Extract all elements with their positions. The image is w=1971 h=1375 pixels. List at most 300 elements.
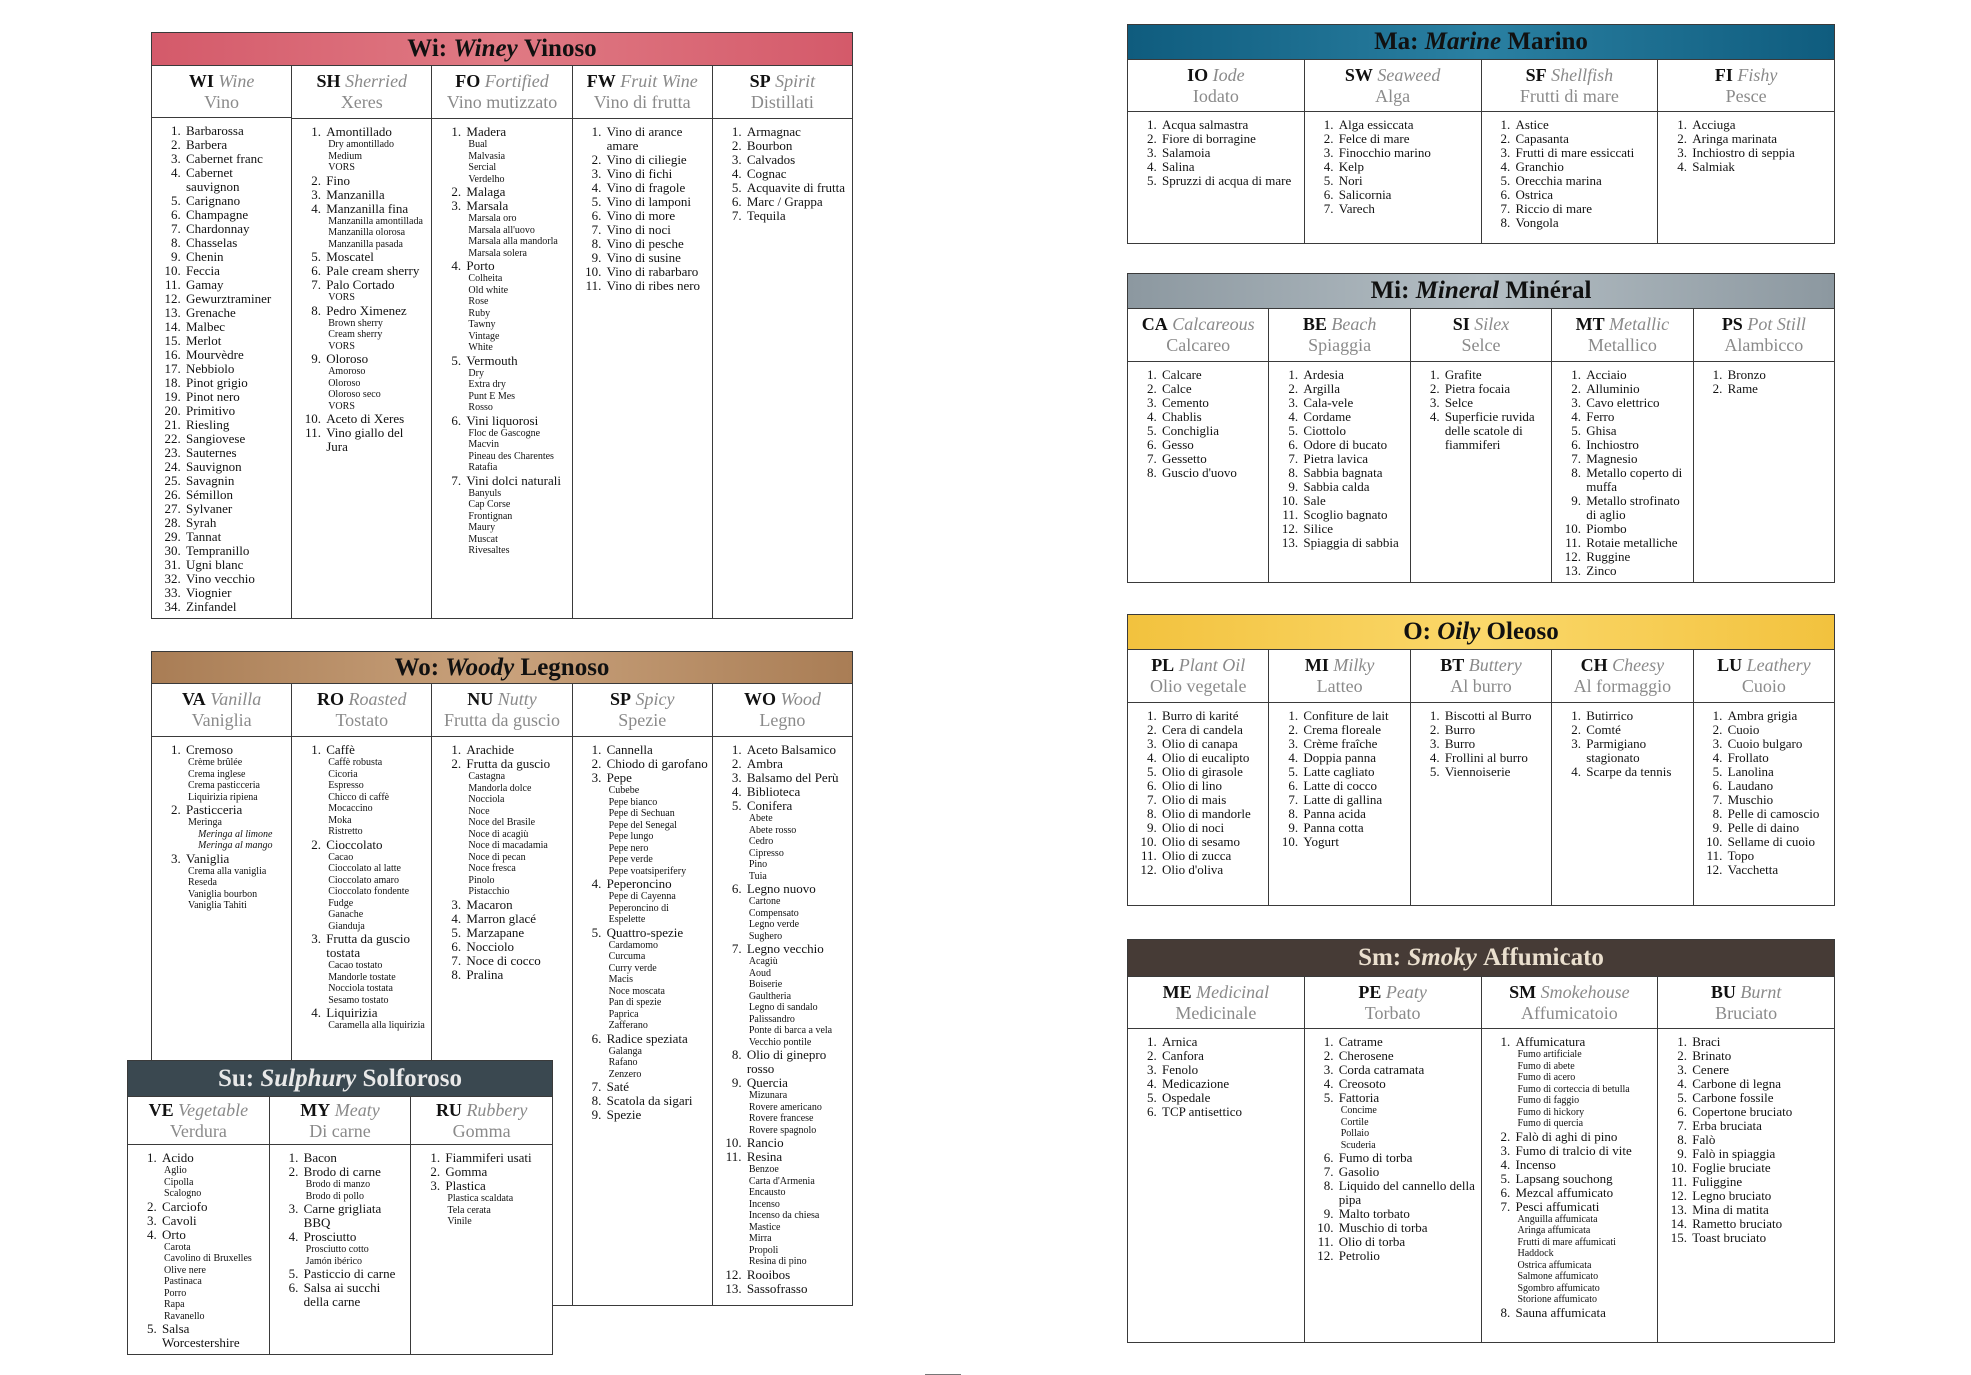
list-item: [1301, 821, 1405, 835]
sub-terms: [162, 1242, 265, 1323]
aroma-term: Pinot grigio: [186, 375, 248, 390]
aroma-term: Affumicatura: [1515, 1034, 1586, 1049]
aroma-term: Vino di susine: [606, 250, 681, 265]
aroma-term: Comté: [1586, 722, 1621, 737]
aroma-term: Marzapane: [466, 924, 525, 940]
aroma-term: Olio di mandorle: [1162, 806, 1251, 821]
aroma-term: Legno nuovo: [746, 881, 816, 896]
list-item: [1160, 849, 1264, 863]
aroma-list: [1658, 1029, 1834, 1249]
list-item: [302, 1165, 407, 1202]
list-item: [1160, 807, 1264, 821]
sub-term: Resina di pino: [748, 1256, 807, 1267]
sub-terms: [466, 213, 567, 259]
sub-term: Pastinaca: [164, 1276, 202, 1287]
aroma-term: Falò: [1692, 1132, 1716, 1147]
sub-term: Colheita: [468, 273, 503, 284]
list-item: [605, 195, 708, 209]
aroma-term: Olio di torba: [1338, 1234, 1406, 1249]
aroma-term: Ugni blanc: [186, 557, 244, 572]
aroma-term: Sémillon: [186, 487, 233, 502]
aroma-list: [432, 119, 571, 561]
aroma-term: Salsa ai succhi della carne: [303, 1280, 381, 1309]
column-header: [1305, 977, 1481, 1029]
list-item: [745, 195, 848, 209]
aroma-term: Conifera: [746, 798, 793, 813]
list-item: [184, 334, 287, 348]
list-item: [464, 259, 567, 354]
aroma-term: Zinco: [1586, 563, 1617, 578]
column-ch: [1551, 650, 1692, 905]
column-abbr: SM: [1509, 981, 1537, 1002]
aroma-term: Cognac: [746, 166, 787, 181]
sub-term: VORS: [328, 400, 355, 412]
list-item: [1584, 466, 1688, 494]
list-item: [1690, 1119, 1830, 1133]
aroma-term: Pesci affumicati: [1515, 1198, 1600, 1214]
aroma-term: Aceto Balsamico: [746, 742, 836, 757]
aroma-term: Capasanta: [1515, 131, 1569, 146]
aroma-term: Pralina: [466, 966, 504, 982]
list-item: [1301, 410, 1405, 424]
list-item: [1160, 438, 1264, 452]
sub-term: Carta d'Armenia: [748, 1175, 815, 1187]
sub-term: Fumo di abete: [1517, 1060, 1575, 1072]
list-item: [302, 1267, 407, 1281]
list-item: [324, 743, 427, 838]
sub-term: Crema inglese: [188, 768, 246, 780]
column-header-english: [432, 71, 571, 92]
sub-term: Pepe nero: [608, 842, 649, 854]
column-header: [713, 66, 852, 119]
list-item: [1584, 410, 1688, 424]
sub-term: Pino: [748, 859, 768, 870]
column-header: [1658, 977, 1834, 1029]
panel-winey: [151, 32, 853, 619]
column-sp: [572, 684, 712, 1305]
column-name: Peaty: [1385, 981, 1427, 1002]
sub-term: Zafferano: [608, 1020, 648, 1031]
sub-term: Cortile: [1340, 1116, 1369, 1128]
column-name-italian: Al formaggio: [1573, 676, 1672, 696]
column-si: [1410, 309, 1551, 582]
aroma-term: Marsala: [466, 198, 509, 213]
list-item: [1726, 382, 1830, 396]
sub-terms: [466, 273, 567, 354]
list-item: [605, 926, 708, 1032]
list-item: [1726, 709, 1830, 723]
list-item: [1160, 723, 1264, 737]
list-item: [1160, 793, 1264, 807]
list-item: [464, 898, 567, 912]
aroma-term: Riesling: [186, 417, 230, 432]
column-header: [573, 684, 712, 737]
list-item: [1337, 1207, 1477, 1221]
aroma-term: Mezcal affumicato: [1515, 1184, 1614, 1200]
sub-term: Ponte di barca a vela: [748, 1025, 833, 1036]
panel-title-code: Ma:: [1374, 28, 1419, 55]
sub-term: Compensato: [748, 907, 799, 919]
aroma-term: Macaron: [466, 896, 513, 912]
panel-title-code: Wi:: [407, 35, 448, 62]
list-item: [745, 125, 848, 139]
aroma-list: [713, 737, 852, 1300]
aroma-term: Creosoto: [1338, 1076, 1386, 1091]
list-item: [184, 474, 287, 488]
list-item: [1160, 751, 1264, 765]
column-name: Beach: [1331, 314, 1377, 334]
panel-title-english: Marine: [1424, 28, 1502, 55]
list-item: [184, 124, 287, 138]
list-item: [605, 251, 708, 265]
aroma-term: Corda catramata: [1338, 1062, 1425, 1077]
list-item: [184, 222, 287, 236]
column-name-italian: Gomma: [452, 1120, 511, 1141]
aroma-list: [1128, 703, 1268, 881]
list-item: [1690, 1105, 1830, 1119]
aroma-term: Mourvèdre: [186, 347, 244, 362]
aroma-term: Ospedale: [1162, 1090, 1211, 1105]
aroma-term: Vino di lamponi: [606, 194, 692, 209]
list-item: [1301, 368, 1405, 382]
list-item: [1160, 118, 1300, 132]
list-item: [1160, 1035, 1300, 1049]
column-abbr: FO: [455, 71, 481, 91]
sub-term: Sercial: [468, 162, 497, 173]
column-abbr: SW: [1344, 64, 1373, 85]
sub-terms: [607, 785, 708, 877]
aroma-term: Cavoli: [162, 1212, 197, 1228]
column-wo: [712, 684, 852, 1305]
sub-term: Cacao tostato: [328, 960, 383, 971]
list-item: [184, 292, 287, 306]
sub-term: Sughero: [748, 930, 783, 942]
panel-sulphury: [127, 1060, 553, 1355]
sub-sub-terms: [186, 829, 287, 852]
list-item: [1301, 382, 1405, 396]
aroma-term: Tequila: [746, 208, 786, 223]
list-item: [1726, 751, 1830, 765]
aroma-term: Muschio di torba: [1338, 1220, 1428, 1235]
aroma-term: Cemento: [1162, 395, 1209, 410]
aroma-term: Scatola da sigari: [606, 1093, 693, 1108]
aroma-term: Olio di sesamo: [1162, 834, 1240, 849]
list-item: [1584, 438, 1688, 452]
column-name: Pot Still: [1747, 314, 1806, 334]
aroma-term: Marron glacé: [466, 910, 537, 926]
aroma-term: Fiore di borragine: [1162, 131, 1256, 146]
list-item: [464, 757, 567, 898]
sub-terms: [445, 1193, 548, 1228]
sub-term: Brodo di manzo: [305, 1179, 371, 1190]
aroma-term: Malaga: [466, 184, 506, 199]
column-abbr: SH: [316, 71, 341, 91]
list-item: [184, 600, 287, 614]
sub-term: Pollaio: [1340, 1128, 1370, 1139]
panel-title-english: Sulphury: [260, 1064, 357, 1092]
aroma-list: [1269, 362, 1409, 554]
sub-terms: [747, 956, 848, 1048]
list-item: [1514, 1144, 1654, 1158]
sub-term: Cioccolato al latte: [328, 863, 401, 874]
panel-columns: [152, 66, 852, 618]
aroma-term: Frutta da guscio tostata: [326, 931, 410, 960]
column-header-english: [1128, 655, 1268, 676]
aroma-term: Olio di ginepro rosso: [746, 1047, 827, 1076]
list-item: [184, 236, 287, 250]
sub-term: Zenzero: [608, 1068, 642, 1080]
aroma-term: Biscotti al Burro: [1444, 708, 1532, 723]
aroma-term: Latte cagliato: [1303, 764, 1375, 779]
column-abbr: FI: [1714, 64, 1733, 85]
column-header-english: [292, 71, 431, 92]
sub-term: Cedro: [748, 836, 774, 847]
list-item: [324, 426, 427, 454]
list-item: [605, 1032, 708, 1081]
panel-title-code: Wo:: [394, 653, 440, 681]
list-item: [1337, 1091, 1477, 1151]
aroma-term: Bronzo: [1727, 367, 1766, 382]
sub-terms: [466, 488, 567, 557]
column-sh: [291, 66, 431, 618]
column-abbr: PL: [1151, 655, 1175, 675]
sub-term: Abete: [748, 813, 773, 824]
list-item: [605, 1094, 708, 1108]
list-item: [1301, 480, 1405, 494]
list-item: [1584, 494, 1688, 522]
sub-term: Anguilla affumicata: [1517, 1213, 1598, 1225]
panel-columns: [1128, 60, 1834, 243]
list-item: [464, 125, 567, 185]
column-header-english: [152, 689, 291, 710]
list-item: [1160, 1091, 1300, 1105]
aroma-term: Gomma: [445, 1164, 488, 1179]
column-header-english: [1658, 982, 1834, 1003]
column-name-italian: Spiaggia: [1308, 335, 1372, 355]
sub-term: Pepe di Sechuan: [608, 808, 675, 819]
list-item: [184, 558, 287, 572]
panel-marine: [1127, 24, 1835, 244]
aroma-term: Palo Cortado: [326, 277, 395, 292]
sub-term: Noce del Brasile: [468, 817, 536, 828]
sub-term: Macis: [608, 974, 634, 985]
column-sf: [1481, 60, 1658, 243]
aroma-term: Medicazione: [1162, 1076, 1230, 1091]
column-header: [1269, 309, 1409, 362]
sub-terms: [607, 940, 708, 1032]
aroma-term: Ferro: [1586, 409, 1615, 424]
column-header-english: [1269, 655, 1409, 676]
list-item: [1514, 1186, 1654, 1200]
aroma-term: Superficie ruvida delle scatole di fiammiferi: [1444, 409, 1535, 452]
column-header-english: [573, 689, 712, 710]
list-item: [1301, 508, 1405, 522]
sub-term: Legno verde: [748, 919, 800, 930]
aroma-term: Merlot: [186, 333, 222, 348]
sub-term: Noce fresca: [468, 863, 516, 874]
sub-term: Rafano: [608, 1057, 638, 1068]
list-item: [745, 771, 848, 785]
aroma-term: Moscatel: [326, 249, 374, 264]
sub-term: Crema alla vaniglia: [188, 865, 267, 877]
sub-term: Frontignan: [468, 510, 513, 522]
list-item: [1160, 737, 1264, 751]
aroma-term: Tempranillo: [186, 543, 250, 558]
sub-term: Ristretto: [328, 826, 363, 837]
sub-terms: [326, 960, 427, 1006]
aroma-term: Malto torbato: [1338, 1206, 1410, 1221]
list-item: [1301, 536, 1405, 550]
aroma-term: Burro: [1444, 722, 1476, 737]
sub-term: Manzanilla olorosa: [328, 227, 406, 238]
aroma-term: Spezie: [606, 1107, 642, 1122]
column-name-italian: Metallico: [1587, 335, 1657, 355]
aroma-term: Olio di noci: [1162, 820, 1225, 835]
sub-term: Chicco di caffè: [328, 791, 390, 803]
sub-term: Tuia: [748, 870, 767, 882]
aroma-term: Manzanilla fina: [326, 200, 409, 216]
column-abbr: WO: [743, 689, 776, 709]
aroma-list: [152, 737, 291, 916]
list-item: [1160, 1049, 1300, 1063]
column-name-italian: Affumicatoio: [1521, 1002, 1618, 1023]
list-item: [1160, 779, 1264, 793]
aroma-term: Burro di karité: [1162, 708, 1239, 723]
aroma-term: Pietra lavica: [1303, 451, 1369, 466]
list-item: [1337, 1151, 1477, 1165]
list-item: [324, 174, 427, 188]
list-item: [464, 474, 567, 557]
aroma-term: Calvados: [746, 152, 796, 167]
column-be: [1268, 309, 1409, 582]
sub-term: Cipolla: [164, 1176, 194, 1188]
aroma-term: Viennoiserie: [1444, 764, 1511, 779]
aroma-term: Vacchetta: [1727, 862, 1779, 877]
list-item: [605, 1080, 708, 1094]
sub-term: Tawny: [468, 319, 496, 330]
sub-term: Abete rosso: [748, 824, 797, 836]
list-item: [605, 265, 708, 279]
column-name-italian: Di carne: [309, 1120, 371, 1141]
list-item: [1301, 835, 1405, 849]
column-header-english: [1482, 982, 1658, 1003]
panel-title-italian: Minéral: [1505, 277, 1592, 304]
panel-title-italian: Oleoso: [1486, 618, 1559, 645]
aroma-term: Salsa Worcestershire: [162, 1321, 240, 1350]
sub-term: Muscat: [468, 533, 498, 545]
aroma-term: Latte di gallina: [1303, 792, 1383, 807]
list-item: [1690, 1133, 1830, 1147]
list-item: [1337, 1235, 1477, 1249]
sub-terms: [747, 896, 848, 942]
sub-term: Marsala all'uovo: [468, 224, 535, 236]
list-item: [1443, 751, 1547, 765]
sub-terms: [747, 1164, 848, 1268]
column-sw: [1304, 60, 1481, 243]
column-name-italian: Selce: [1461, 335, 1501, 355]
aroma-list: [573, 119, 712, 297]
sub-term: Medium: [328, 150, 363, 162]
list-item: [1584, 564, 1688, 578]
sub-term: Porro: [164, 1287, 187, 1299]
list-item: [1514, 1200, 1654, 1306]
sub-term: Pepe voatsiperifery: [608, 865, 687, 877]
list-item: [1337, 1077, 1477, 1091]
sub-term: Mastice: [748, 1221, 781, 1233]
aroma-term: Vongola: [1515, 215, 1559, 230]
column-sp: [712, 66, 852, 618]
list-item: [745, 209, 848, 223]
list-item: [1690, 1217, 1830, 1231]
list-item: [464, 968, 567, 982]
aroma-term: Metallo coperto di muffa: [1586, 465, 1683, 494]
list-item: [605, 757, 708, 771]
sub-term: White: [468, 342, 493, 353]
aroma-term: Nori: [1338, 173, 1363, 188]
column-fi: [1657, 60, 1834, 243]
aroma-term: Cannella: [606, 742, 653, 757]
list-item: [324, 304, 427, 353]
aroma-term: Quercia: [746, 1075, 788, 1090]
list-item: [1337, 132, 1477, 146]
sub-term: Pistacchio: [468, 886, 510, 897]
column-name: Wine: [218, 70, 255, 91]
aroma-term: Cera di candela: [1162, 722, 1243, 737]
aroma-term: Olio di canapa: [1162, 736, 1238, 751]
aroma-term: Scarpe da tennis: [1586, 764, 1672, 779]
column-header-english: [1269, 314, 1409, 335]
sub-term: Mirra: [748, 1233, 772, 1244]
column-header-english: [1128, 982, 1304, 1003]
list-item: [324, 125, 427, 174]
column-name-italian: Calcareo: [1166, 335, 1231, 355]
aroma-term: Metallo strofinato di aglio: [1586, 493, 1680, 522]
list-item: [1160, 410, 1264, 424]
sub-term: Palissandro: [748, 1013, 795, 1025]
aroma-list: [1269, 703, 1409, 853]
sub-term: Gianduja: [328, 920, 365, 932]
column-name-italian: Vino mutizzato: [446, 92, 558, 112]
aroma-term: Cala-vele: [1303, 395, 1354, 410]
aroma-term: Marc / Grappa: [746, 194, 823, 209]
column-abbr: SI: [1452, 314, 1470, 334]
list-item: [1514, 1306, 1654, 1320]
list-item: [745, 139, 848, 153]
column-name: Spicy: [635, 689, 675, 709]
list-item: [1160, 382, 1264, 396]
list-item: [324, 1006, 427, 1032]
aroma-term: Burro: [1444, 736, 1476, 751]
list-item: [324, 250, 427, 264]
list-item: [184, 138, 287, 152]
aroma-list: [1552, 703, 1692, 783]
sub-term: Oloroso seco: [328, 389, 381, 400]
aroma-term: Argilla: [1303, 381, 1340, 396]
column-name: Smokehouse: [1540, 981, 1630, 1002]
sub-term: Cicoria: [328, 768, 358, 780]
sub-term: Vaniglia bourbon: [188, 888, 258, 900]
list-item: [1514, 202, 1654, 216]
list-item: [1301, 522, 1405, 536]
list-item: [1443, 765, 1547, 779]
column-header-english: [713, 71, 852, 92]
column-header: [1128, 977, 1304, 1029]
list-item: [160, 1200, 265, 1214]
list-item: [1690, 1231, 1830, 1245]
column-header: [573, 66, 712, 119]
aroma-term: Chiodo di garofano: [606, 756, 708, 771]
list-item: [184, 803, 287, 852]
